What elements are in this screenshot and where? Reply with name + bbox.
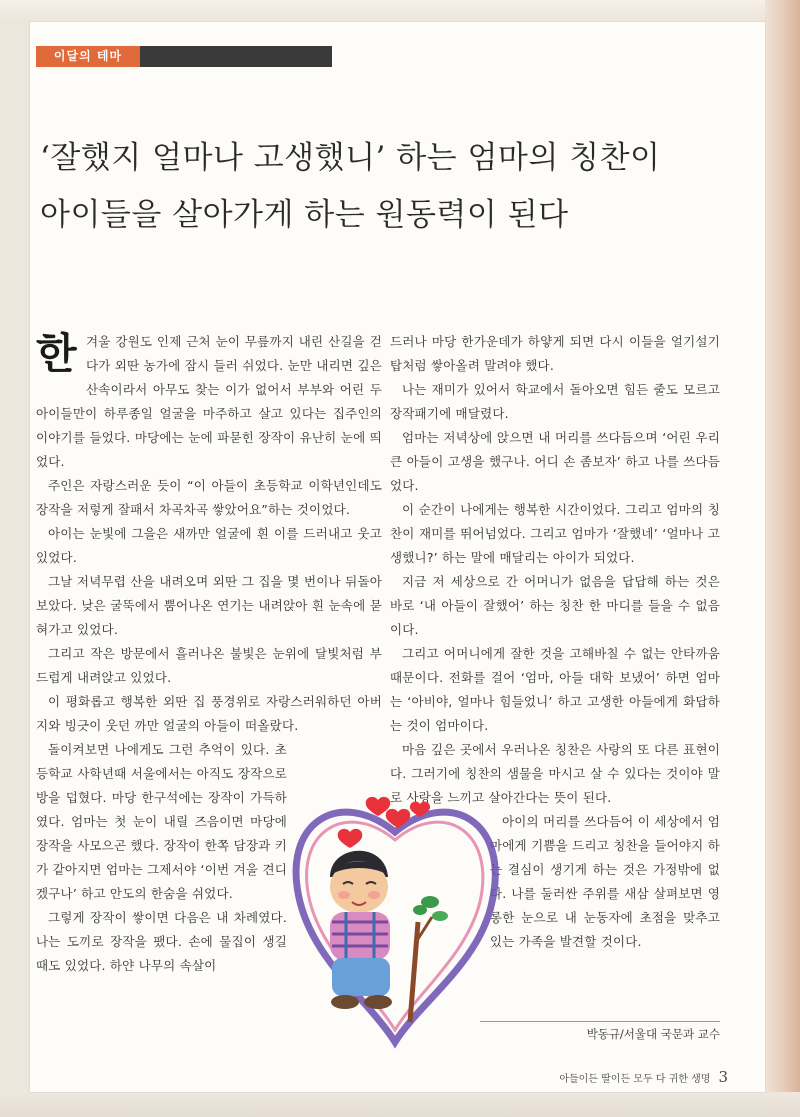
boy-shoe bbox=[331, 995, 359, 1009]
paragraph: 그렇게 장작이 쌓이면 다음은 내 차례였다. 나는 도끼로 장작을 팼다. 손에 물집이 생길 때도 있었다. 하얀 나무의 속살이 bbox=[36, 910, 287, 973]
page-edge-right bbox=[765, 0, 800, 1117]
heart-frame bbox=[296, 812, 495, 1042]
paragraph: 그리고 작은 방문에서 흘러나온 불빛은 눈위에 달빛처럼 부드럽게 내려앉고 있었다. bbox=[36, 646, 382, 685]
paragraph: 그날 저녁무렵 산을 내려오며 외딴 그 집을 몇 번이나 뒤돌아 보았다. 낮은 굴뚝에서 뿜어나온 연기는 내려앉아 흰 눈속에 묻혀가고 있었다. bbox=[36, 574, 382, 637]
footer-text: 아들이든 딸이든 모두 다 귀한 생명 bbox=[559, 1074, 711, 1085]
heart-icon bbox=[338, 829, 363, 848]
section-tag: 이달의 테마 bbox=[36, 46, 140, 67]
paragraph: 이 평화롭고 행복한 외딴 집 풍경위로 자랑스러워하던 아버지와 빙긋이 웃던 까만 얼굴의 아들이 떠올랐다. bbox=[36, 694, 382, 733]
paragraph: 아이는 눈빛에 그을은 새까만 얼굴에 흰 이를 드러내고 웃고 있었다. bbox=[36, 526, 382, 565]
paragraph: 한겨울 강원도 인제 근처 눈이 무릎까지 내린 산길을 걷다가 외딴 농가에 잠시 들러 쉬었다. 눈만 내리면 깊은 산속이라서 아무도 찾는 이가 없어서 부부와 어린 두 아이들만이 하루종일 얼굴을 마주하고 살고 있다는 집주인의 이야기를 들었다. 마당에는 눈에 파묻힌 장작이 유난히 눈에 띄었다. bbox=[36, 329, 382, 469]
paragraph: 아이의 머리를 쓰다듬어 이 세상에서 엄마에게 기쁨을 드리고 칭찬을 들어야지 하는 결심이 생기게 하는 것은 가정밖에 없다. 나를 둘러싼 주위를 새삼 살펴보면 영롱한 눈으로 내 눈동자에 초점을 맞추고 있는 가족을 발견할 것이다. bbox=[490, 814, 720, 949]
paragraph: 엄마는 저녁상에 앉으면 내 머리를 쓰다듬으며 ‘어린 우리 큰 아들이 고생을 했구나. 어디 손 좀보자’ 하고 나를 쓰다듬었다. bbox=[390, 430, 720, 493]
byline: 박동규/서울대 국문과 교수 bbox=[586, 1027, 720, 1041]
paragraph: 그리고 어머니에게 잘한 것을 고해바칠 수 없는 안타까움 때문이다. 전화를 걸어 ‘엄마, 아들 대학 보냈어’ 하면 엄마는 ‘아비야, 얼마나 힘들었니’ 하고 고생한 아들에게 화답하는 것이 엄마이다. bbox=[390, 646, 720, 733]
section-tag-bar bbox=[36, 46, 332, 67]
paragraph: 마음 깊은 곳에서 우러나온 칭찬은 사랑의 또 다른 표현이다. 그러기에 칭찬의 샘물을 마시고 살 수 있다는 것이야 말로 사랑을 느끼고 살아간다는 뜻이 된다. bbox=[390, 742, 720, 805]
headline bbox=[40, 130, 720, 244]
leaf bbox=[432, 911, 448, 921]
page-footer bbox=[480, 1068, 728, 1086]
paragraph: 나는 재미가 있어서 학교에서 돌아오면 힘든 줄도 모르고 장작패기에 매달렸다. bbox=[390, 382, 720, 421]
boy-pants bbox=[332, 958, 390, 996]
paragraph: 지금 저 세상으로 간 어머니가 없음을 답답해 하는 것은 바로 ‘내 아들이 잘했어’ 하는 칭찬 한 마디를 들을 수 없음이다. bbox=[390, 574, 720, 637]
paragraph: 주인은 자랑스러운 듯이 “이 아들이 초등학교 이학년인데도 장작을 저렇게 잘패서 차곡차곡 쌓았어요”하는 것이었다. bbox=[36, 478, 382, 517]
page-number: 3 bbox=[718, 1068, 728, 1086]
paragraph: 이 순간이 나에게는 행복한 시간이었다. 그리고 엄마의 칭찬이 재미를 뛰어넘었다. 그리고 엄마가 ‘잘했네’ ‘얼마나 고생했니?’ 하는 말에 매달리는 아이가 되었다. bbox=[390, 502, 720, 565]
paragraph: 드러나 마당 한가운데가 하얗게 되면 다시 이들을 얼기설기 탑처럼 쌓아올려 말려야 했다. bbox=[390, 334, 720, 373]
drop-cap: 한 bbox=[36, 329, 77, 378]
byline-rule bbox=[480, 1021, 720, 1022]
leaf bbox=[413, 905, 427, 915]
scan-top-margin bbox=[0, 0, 800, 22]
headline-line-2: 아이들을 살아가게 하는 원동력이 된다 bbox=[40, 197, 569, 233]
boy-sweater bbox=[330, 912, 390, 960]
paragraph: 돌이켜보면 나에게도 그런 추억이 있다. 초등학교 사학년때 서울에서는 아직도 장작으로 방을 덥혔다. 마당 한구석에는 장작이 가득하였다. 엄마는 첫 눈이 내릴 즈음이면 마당에 장작을 사모으곤 했다. 장작이 한쪽 담장과 키가 같아지면 엄마는 그제서야 ‘이번 겨울 견디겠구나’ 하고 안도의 한숨을 쉬었다. bbox=[36, 742, 287, 901]
tree-trunk bbox=[410, 922, 418, 1022]
page-edge-bottom bbox=[0, 1092, 800, 1117]
boy-shoe bbox=[364, 995, 392, 1009]
boy-illustration bbox=[280, 792, 510, 1052]
headline-line-1: ‘잘했지 얼마나 고생했니’ 하는 엄마의 칭찬이 bbox=[40, 140, 661, 176]
